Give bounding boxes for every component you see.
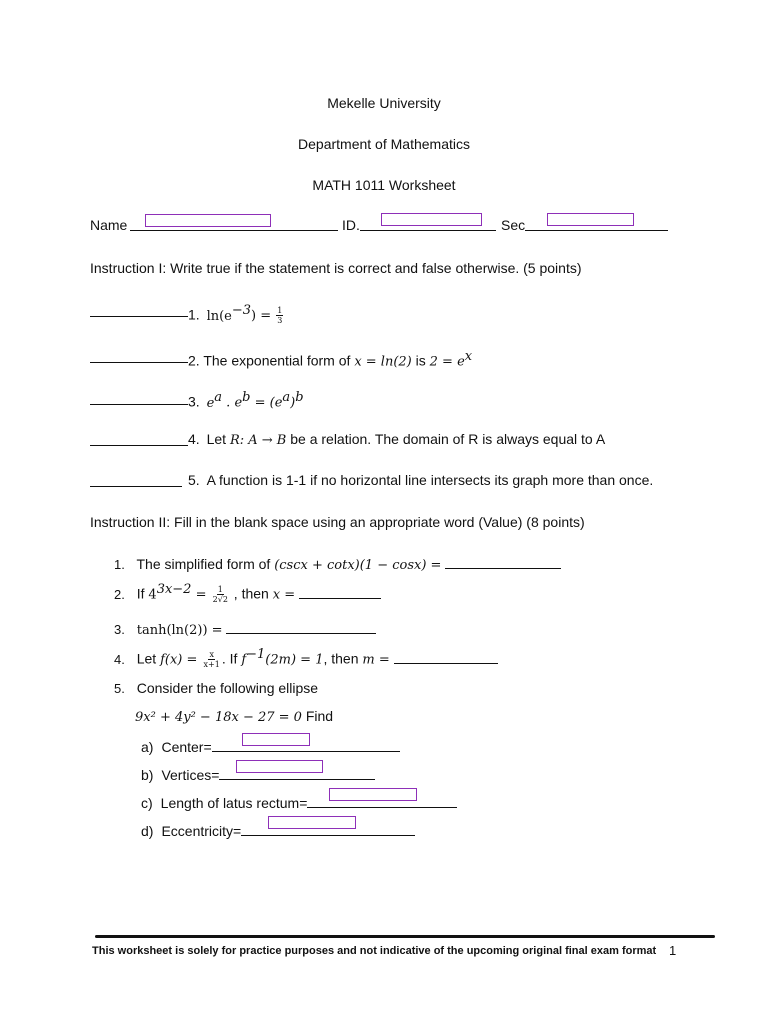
exponent: x (464, 349, 473, 364)
fraction (212, 585, 229, 604)
exponent-b-2: b (295, 390, 304, 405)
math-expression-end: ) = (251, 308, 276, 324)
footer-divider (95, 935, 715, 938)
subitem-label: a) (141, 739, 154, 755)
item-number: 3. (114, 622, 125, 637)
item-number: 2. (188, 352, 200, 369)
math-expression: x = (272, 587, 296, 603)
answer-line-2 (90, 362, 188, 363)
id-label: ID. (342, 217, 360, 233)
math-expression: (cscx + cotx)(1 − cosx) = (274, 558, 442, 573)
math-expression-2: (2m) = 1 (265, 652, 324, 668)
item-text: The exponential form of (203, 352, 355, 369)
eccentricity-input[interactable] (268, 816, 356, 829)
fill-item-4 (114, 647, 498, 669)
math-expression: 9x² + 4y² − 18x − 27 = 0 (135, 710, 302, 725)
item-text: Consider the following ellipse (136, 680, 319, 696)
sec-label: Sec (501, 217, 526, 233)
answer-blank[interactable] (226, 619, 376, 634)
item-text-middle: is (411, 352, 430, 369)
math-expression: x = ln(2) (354, 354, 412, 370)
math-expression-2: 2 = e (429, 354, 465, 370)
instruction2-title: Instruction II: Fill in the blank space using an appropriate word (Value) (8 points) (90, 514, 585, 530)
subitem-text: Vertices= (161, 767, 220, 783)
fraction-denominator: x+1 (203, 660, 220, 670)
fraction-numerator: 1 (217, 585, 223, 595)
subitem-label: d) (141, 823, 154, 839)
math-expression: R: A → B (229, 433, 287, 448)
tf-item-3 (188, 390, 304, 411)
fill-item-5 (114, 680, 318, 696)
id-underline (360, 230, 496, 231)
fraction-denominator: 2√2 (212, 595, 228, 605)
sec-input[interactable] (547, 213, 634, 226)
fill-item-3 (114, 619, 376, 638)
math-expression-3: m = (362, 652, 390, 668)
item-number: 1. (188, 306, 200, 323)
ellipse-find-text: Find (301, 708, 334, 724)
subitem-label: b) (141, 767, 154, 783)
math-mid-2: = (e (250, 395, 283, 411)
item-text: Let (206, 431, 230, 447)
item-text-middle: , then (229, 585, 273, 602)
item-number: 5. (188, 472, 200, 488)
item-text-suffix: be a relation. The domain of R is always equal to A (286, 431, 606, 447)
center-input[interactable] (242, 733, 310, 746)
subitem-text: Eccentricity= (161, 823, 242, 839)
tf-item-2 (188, 349, 472, 370)
item-number: 3. (188, 393, 200, 410)
item-text-middle: . If (221, 650, 242, 667)
tf-item-4 (188, 431, 605, 448)
math-end: ) (290, 395, 296, 411)
item-number: 1. (114, 557, 125, 572)
math-base: e (206, 395, 215, 411)
item-number: 4. (114, 651, 125, 667)
tf-item-5 (188, 472, 653, 488)
instruction1-title: Instruction I: Write true if the statement is correct and false otherwise. (5 points) (90, 260, 582, 276)
item-text: If (136, 585, 149, 602)
math-function: f (241, 652, 247, 668)
math-expression: ln(e (206, 308, 232, 324)
exponent-a-2: a (282, 390, 291, 405)
answer-blank[interactable] (299, 584, 381, 599)
tf-item-1 (188, 303, 284, 325)
item-text-middle-2: , then (323, 650, 363, 667)
page-number: 1 (669, 943, 677, 958)
item-number: 5. (114, 681, 125, 696)
fraction-numerator: x (209, 650, 214, 660)
department-title: Department of Mathematics (298, 136, 470, 152)
fill-item-2 (114, 582, 381, 604)
answer-line-1 (90, 316, 188, 317)
fraction (203, 650, 221, 669)
exponent: −1 (246, 647, 266, 662)
latus-rectum-input[interactable] (329, 788, 417, 801)
subitem-text: Center= (161, 739, 212, 755)
exponent: 3x−2 (156, 582, 192, 597)
sec-underline (525, 230, 668, 231)
subitem-label: c) (141, 795, 153, 811)
name-input[interactable] (145, 214, 271, 227)
exponent-b: b (242, 390, 251, 405)
name-label: Name (90, 217, 128, 233)
exponent-a: a (214, 390, 223, 405)
answer-line-5 (90, 486, 182, 487)
fraction (276, 306, 283, 325)
fill-item-1 (114, 554, 561, 573)
subitem-text: Length of latus rectum= (160, 795, 308, 811)
item-number: 4. (188, 431, 200, 447)
math-base: 4 (148, 587, 157, 603)
worksheet-title: MATH 1011 Worksheet (312, 177, 456, 193)
item-text: A function is 1-1 if no horizontal line intersects its graph more than once. (206, 472, 654, 488)
item-text: The simplified form of (136, 556, 275, 572)
fraction-denominator: 3 (277, 316, 283, 326)
answer-blank[interactable] (445, 554, 561, 569)
exponent: −3 (231, 303, 252, 318)
item-number: 2. (114, 586, 125, 602)
answer-line-4 (90, 445, 188, 446)
name-underline (130, 230, 338, 231)
fraction-numerator: 1 (277, 306, 283, 316)
id-input[interactable] (381, 213, 482, 226)
vertices-input[interactable] (236, 760, 323, 773)
answer-line-3 (90, 404, 188, 405)
footer-note: This worksheet is solely for practice purposes and not indicative of the upcoming original final exam format (92, 945, 657, 957)
math-mid: . e (222, 395, 243, 411)
ellipse-equation (135, 708, 333, 725)
math-expression: tanh(ln(2)) = (136, 623, 223, 638)
answer-blank[interactable] (394, 649, 498, 664)
math-equals: = (191, 587, 211, 603)
math-expression: f(x) = (160, 652, 202, 668)
item-text: Let (136, 650, 161, 667)
university-title: Mekelle University (327, 95, 441, 111)
